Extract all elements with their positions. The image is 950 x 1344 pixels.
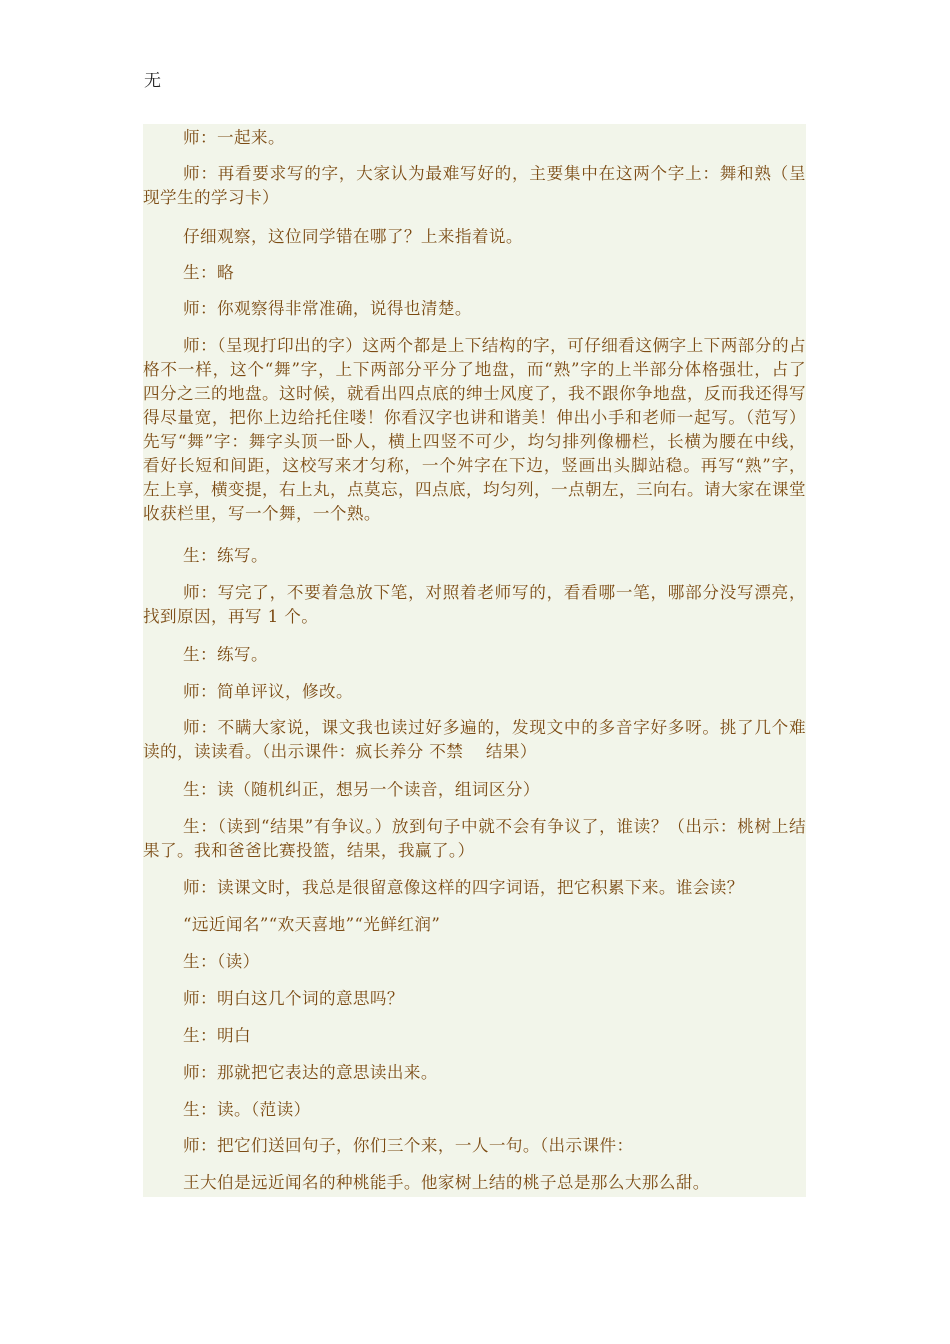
paragraph-19: 师：那就把它表达的意思读出来。 (183, 1063, 438, 1082)
paragraph-2: 师：再看要求写的字，大家认为最难写好的，主要集中在这两个字上：舞和熟（呈现学生的学习卡） (143, 164, 806, 207)
paragraph-9: 生：练写。 (183, 645, 268, 664)
paragraph-12: 生：读（随机纠正，想另一个读音，组词区分） (183, 780, 540, 799)
page-header-mark: 无 (144, 71, 161, 91)
paragraph-22: 王大伯是远近闻名的种桃能手。他家树上结的桃子总是那么大那么甜。 (183, 1173, 710, 1192)
paragraph-14: 师：读课文时，我总是很留意像这样的四字词语，把它积累下来。谁会读？ (183, 878, 744, 897)
paragraph-10: 师：简单评议，修改。 (183, 682, 353, 701)
paragraph-4: 生：略 (183, 263, 234, 282)
paragraph-16: 生：（读） (183, 952, 260, 971)
paragraph-8: 师：写完了，不要着急放下笔，对照着老师写的，看看哪一笔，哪部分没写漂亮，找到原因，再写 1 个。 (143, 583, 806, 626)
lesson-transcript (143, 124, 806, 1197)
paragraph-15: “远近闻名”“欢天喜地”“光鲜红润” (183, 915, 441, 934)
paragraph-11: 师：不瞒大家说，课文我也读过好多遍的，发现文中的多音字好多呀。挑了几个难读的，读读看。（出示课件：疯长养分 不禁 结果） (143, 718, 806, 761)
paragraph-1: 师：一起来。 (183, 128, 285, 147)
paragraph-13: 生：（读到“结果”有争议。）放到句子中就不会有争议了，谁读？（出示：桃树上结果了。我和爸爸比赛投篮，结果，我赢了。） (143, 817, 806, 860)
paragraph-7: 生：练写。 (183, 546, 268, 565)
paragraph-21: 师：把它们送回句子，你们三个来，一人一句。（出示课件： (183, 1136, 634, 1155)
paragraph-3: 仔细观察，这位同学错在哪了？上来指着说。 (183, 227, 523, 246)
paragraph-17: 师：明白这几个词的意思吗？ (183, 989, 404, 1008)
paragraph-6: 师：（呈现打印出的字）这两个都是上下结构的字，可仔细看这俩字上下两部分的占格不一样，这个“舞”字，上下两部分平分了地盘，而“熟”字的上半部分体格强壮，占了四分之三的地盘。这时候，就看出四点底的绅士风度了，我不跟你争地盘，反而我还得写得尽量宽，把你上边给托住喽！你看汉字也讲和谐美！伸出小手和老师一起写。（范写）先写“舞”字：舞字头顶一卧人，横上四竖不可少，均匀排列像栅栏，长横为腰在中线，看好长短和间距，这校写来才匀称，一个舛字在下边，竖画出头脚站稳。再写“熟”字，左上享，横变提，右上丸，点莫忘，四点底，均匀列，一点朝左，三向右。请大家在课堂收获栏里，写一个舞，一个熟。 (143, 336, 806, 523)
paragraph-20: 生：读。（范读） (183, 1100, 311, 1119)
paragraph-5: 师：你观察得非常准确，说得也清楚。 (183, 299, 472, 318)
paragraph-18: 生：明白 (183, 1026, 251, 1045)
